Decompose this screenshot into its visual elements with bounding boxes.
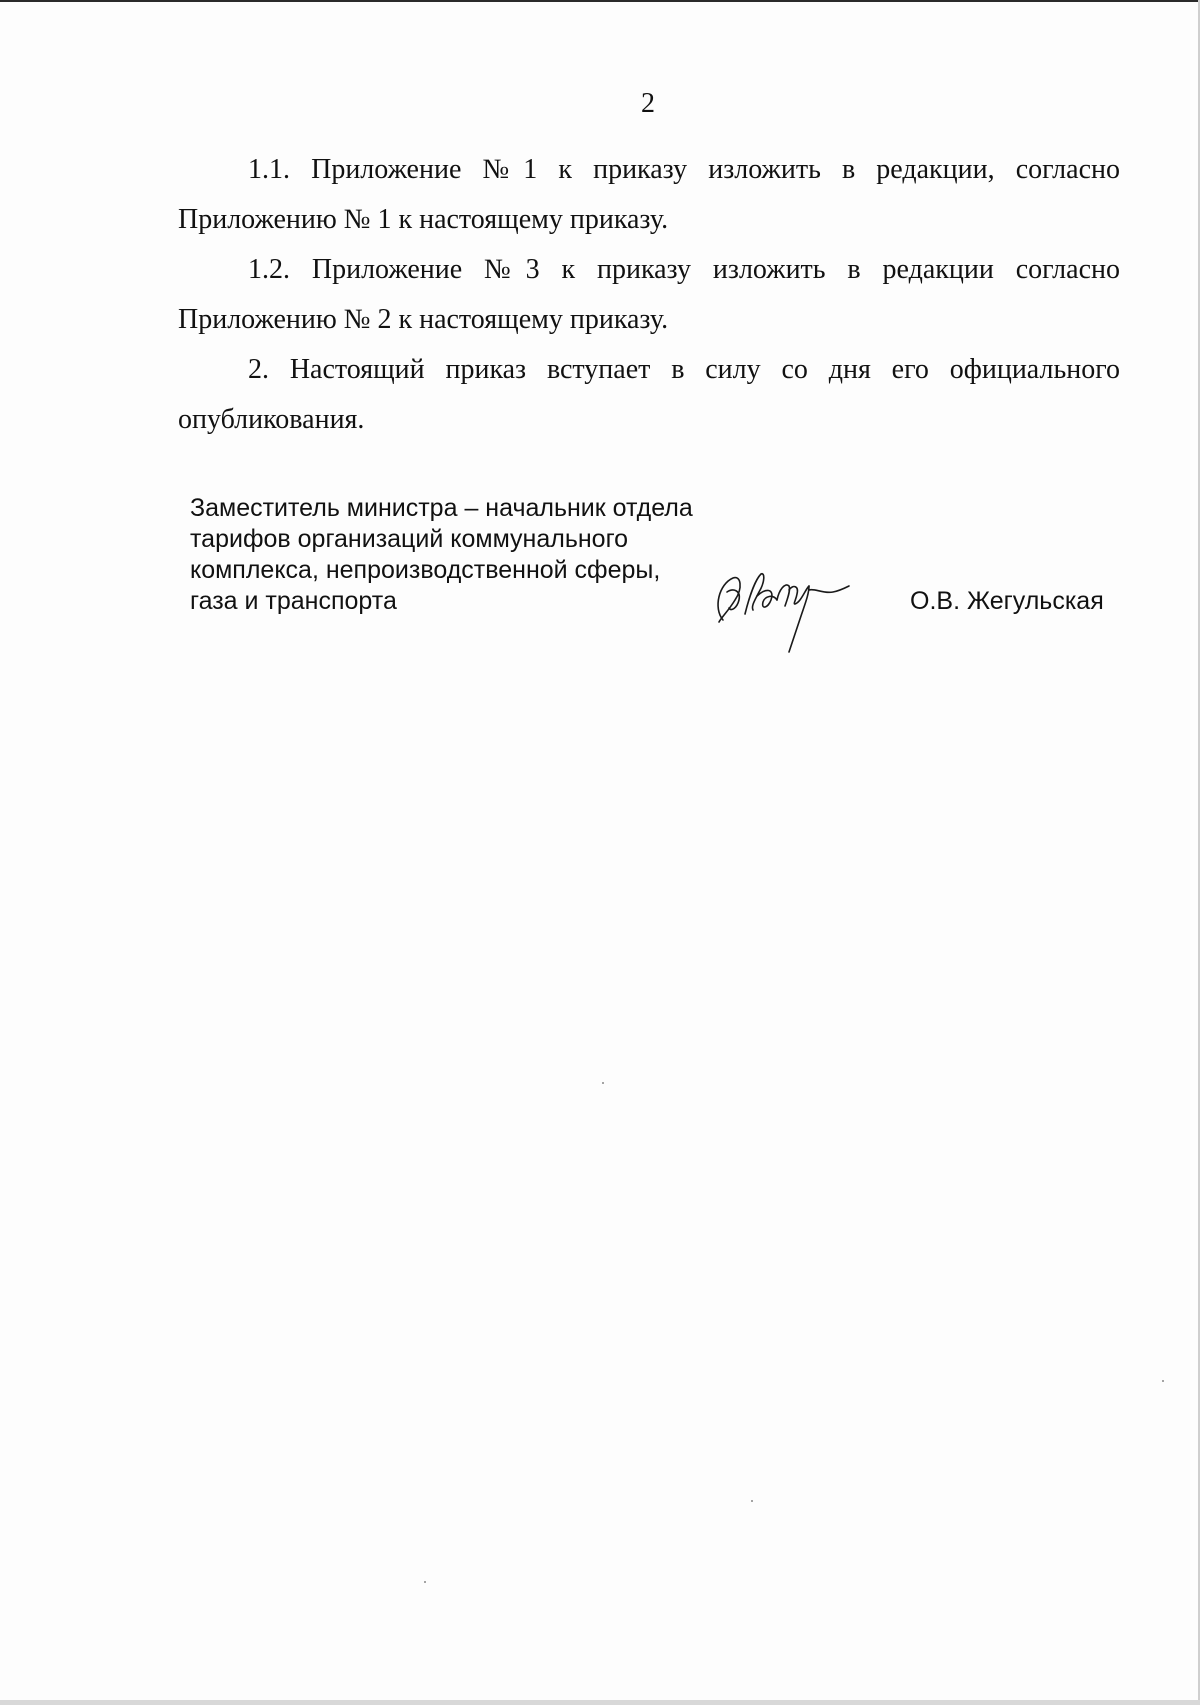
page-number: 2	[641, 88, 655, 119]
paragraph-first-line: 2. Настоящий приказ вступает в силу со дня его официального	[248, 354, 1120, 385]
signatory-name: О.В. Жегульская	[910, 587, 1104, 615]
scan-edge-bottom	[0, 1700, 1200, 1705]
signatory-position	[190, 493, 750, 617]
paragraph-first-line: 1.1. Приложение №1 к приказу изложить в редакции, согласно	[248, 154, 1120, 185]
position-line: комплекса, непроизводственной сферы,	[190, 556, 661, 584]
position-line: тарифов организаций коммунального	[190, 525, 629, 553]
scan-speck	[602, 1082, 604, 1084]
position-line: Заместитель министра – начальник отдела	[190, 494, 693, 522]
handwritten-signature	[705, 560, 855, 660]
paragraph-1-1	[178, 145, 1120, 245]
paragraph-first-line: 1.2. Приложение №3 к приказу изложить в редакции согласно	[248, 254, 1120, 285]
scan-speck	[751, 1500, 753, 1502]
paragraph-1-2	[178, 245, 1120, 345]
paragraph-continuation: Приложению № 2 к настоящему приказу.	[178, 304, 669, 335]
scan-speck	[424, 1581, 426, 1583]
paragraph-continuation: Приложению № 1 к настоящему приказу.	[178, 204, 669, 235]
scan-edge-top	[0, 0, 1200, 2]
document-body	[178, 145, 1120, 445]
paragraph-2	[178, 345, 1120, 445]
scan-speck	[1162, 1380, 1164, 1382]
position-line: газа и транспорта	[190, 587, 397, 615]
paragraph-continuation: опубликования.	[178, 404, 365, 435]
